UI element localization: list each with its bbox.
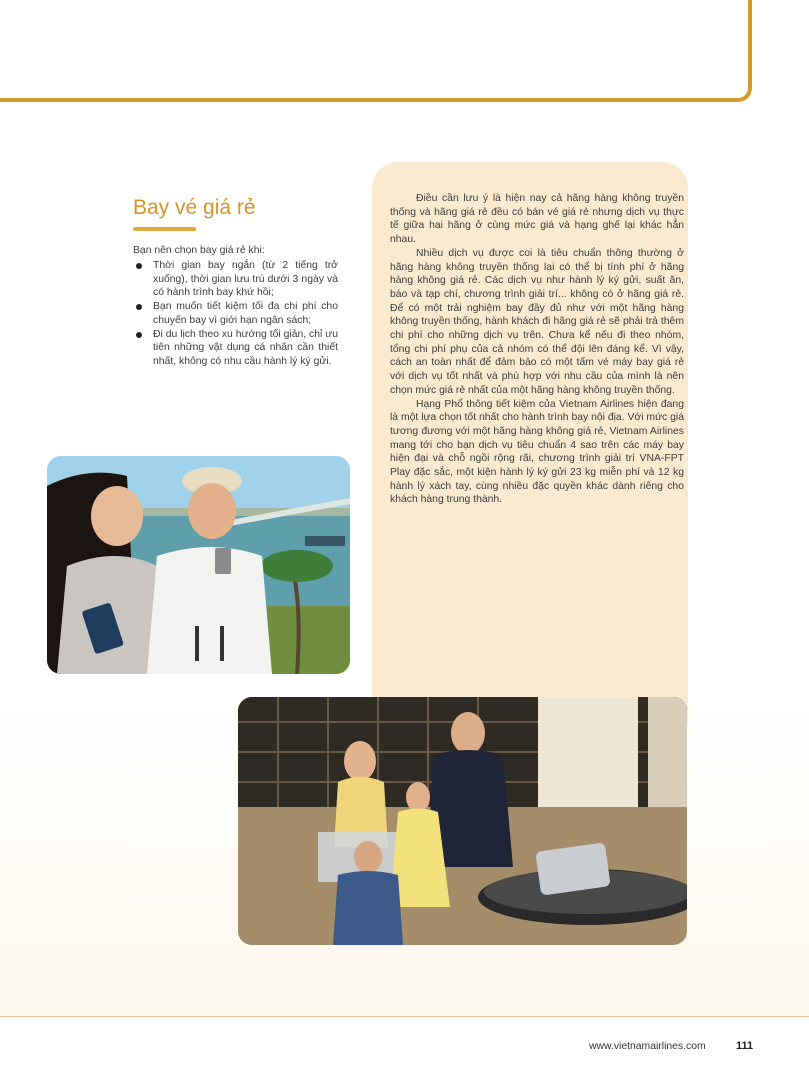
footer-divider bbox=[0, 1016, 809, 1017]
baggage-claim-photo bbox=[238, 697, 687, 945]
page-number: 111 bbox=[736, 1040, 754, 1052]
baggage-claim-illustration bbox=[238, 697, 687, 945]
bullet-item bbox=[133, 300, 338, 327]
travel-couple-photo bbox=[47, 456, 350, 674]
bullet-list bbox=[133, 259, 338, 369]
bullet-text: Thời gian bay ngắn (từ 2 tiếng trở xuống), thời gian lưu trú dưới 3 ngày và có hành trình bay khứ hồi; bbox=[153, 260, 338, 299]
bullet-dot-icon bbox=[136, 304, 142, 310]
bullet-item bbox=[133, 328, 338, 369]
section-title: Bay vé giá rẻ bbox=[133, 196, 256, 219]
bullet-text: Bạn muốn tiết kiệm tối đa chi phí cho chuyến bay vì giới hạn ngân sách; bbox=[153, 301, 338, 326]
travel-couple-illustration bbox=[47, 456, 350, 674]
article-text bbox=[390, 192, 684, 507]
bullet-item bbox=[133, 259, 338, 300]
article-paragraph: Nhiều dịch vụ được coi là tiêu chuẩn thông thường ở hãng hàng không truyền thống lại có thể bị tính phí ở hãng hàng không giá rẻ. Các dịch vụ như hành lý ký gửi, suất ăn, báo và tạp chí, chương trình giải trí... không có ở hãng giá rẻ. Để có một trải nghiệm bay đầy đủ như với một hãng hàng không truyền thống, hành khách đi hãng giá rẻ sẽ phải trả thêm chi phí cho những dịch vụ trên. Chưa kể nếu đi theo nhóm, tổng chi phí phụ của cả nhóm có thể đội lên đáng kể. Vì vậy, cách an toàn nhất để đảm bảo có một tấm vé máy bay giá rẻ với dịch vụ tốt nhất và phù hợp với nhu cầu của mình là nên chọn mức giá rẻ nhất của một hãng hàng không truyền thống. bbox=[390, 247, 684, 396]
top-decorative-frame bbox=[0, 0, 752, 102]
article-paragraph: Hạng Phổ thông tiết kiệm của Vietnam Airlines hiện đang là một lựa chọn tốt nhất cho hành trình bay nội địa. Với mức giá tương đương với một hãng hàng không giá rẻ, Vietnam Airlines mang tới cho bạn dịch vụ tiêu chuẩn 4 sao trên các máy bay hiện đại và chỗ ngồi rộng rãi, chương trình giải trí VNA-FPT Play đặc sắc, một kiện hành lý ký gửi 23 kg miễn phí và 12 kg hành lý xách tay, cùng nhiều đặc quyền khác dành riêng cho khách hàng trung thành. bbox=[390, 398, 684, 506]
bullet-dot-icon bbox=[136, 263, 142, 269]
bullet-dot-icon bbox=[136, 332, 142, 338]
footer-url: www.vietnamairlines.com bbox=[589, 1041, 706, 1052]
article-paragraph: Điều cần lưu ý là hiện nay cả hãng hàng không truyền thống và hãng giá rẻ đều có bán vé giá rẻ nhưng dịch vụ thực tế giữa hai hãng ở cùng mức giá và hạng ghế lại khác hẳn nhau. bbox=[390, 193, 684, 246]
bullet-text: Đi du lịch theo xu hướng tối giản, chỉ ưu tiên những vật dụng cá nhân cần thiết nhất, không có nhu cầu hành lý ký gửi. bbox=[153, 328, 338, 367]
title-underline bbox=[133, 227, 196, 231]
intro-text: Bạn nên chọn bay giá rẻ khi: bbox=[133, 245, 265, 256]
